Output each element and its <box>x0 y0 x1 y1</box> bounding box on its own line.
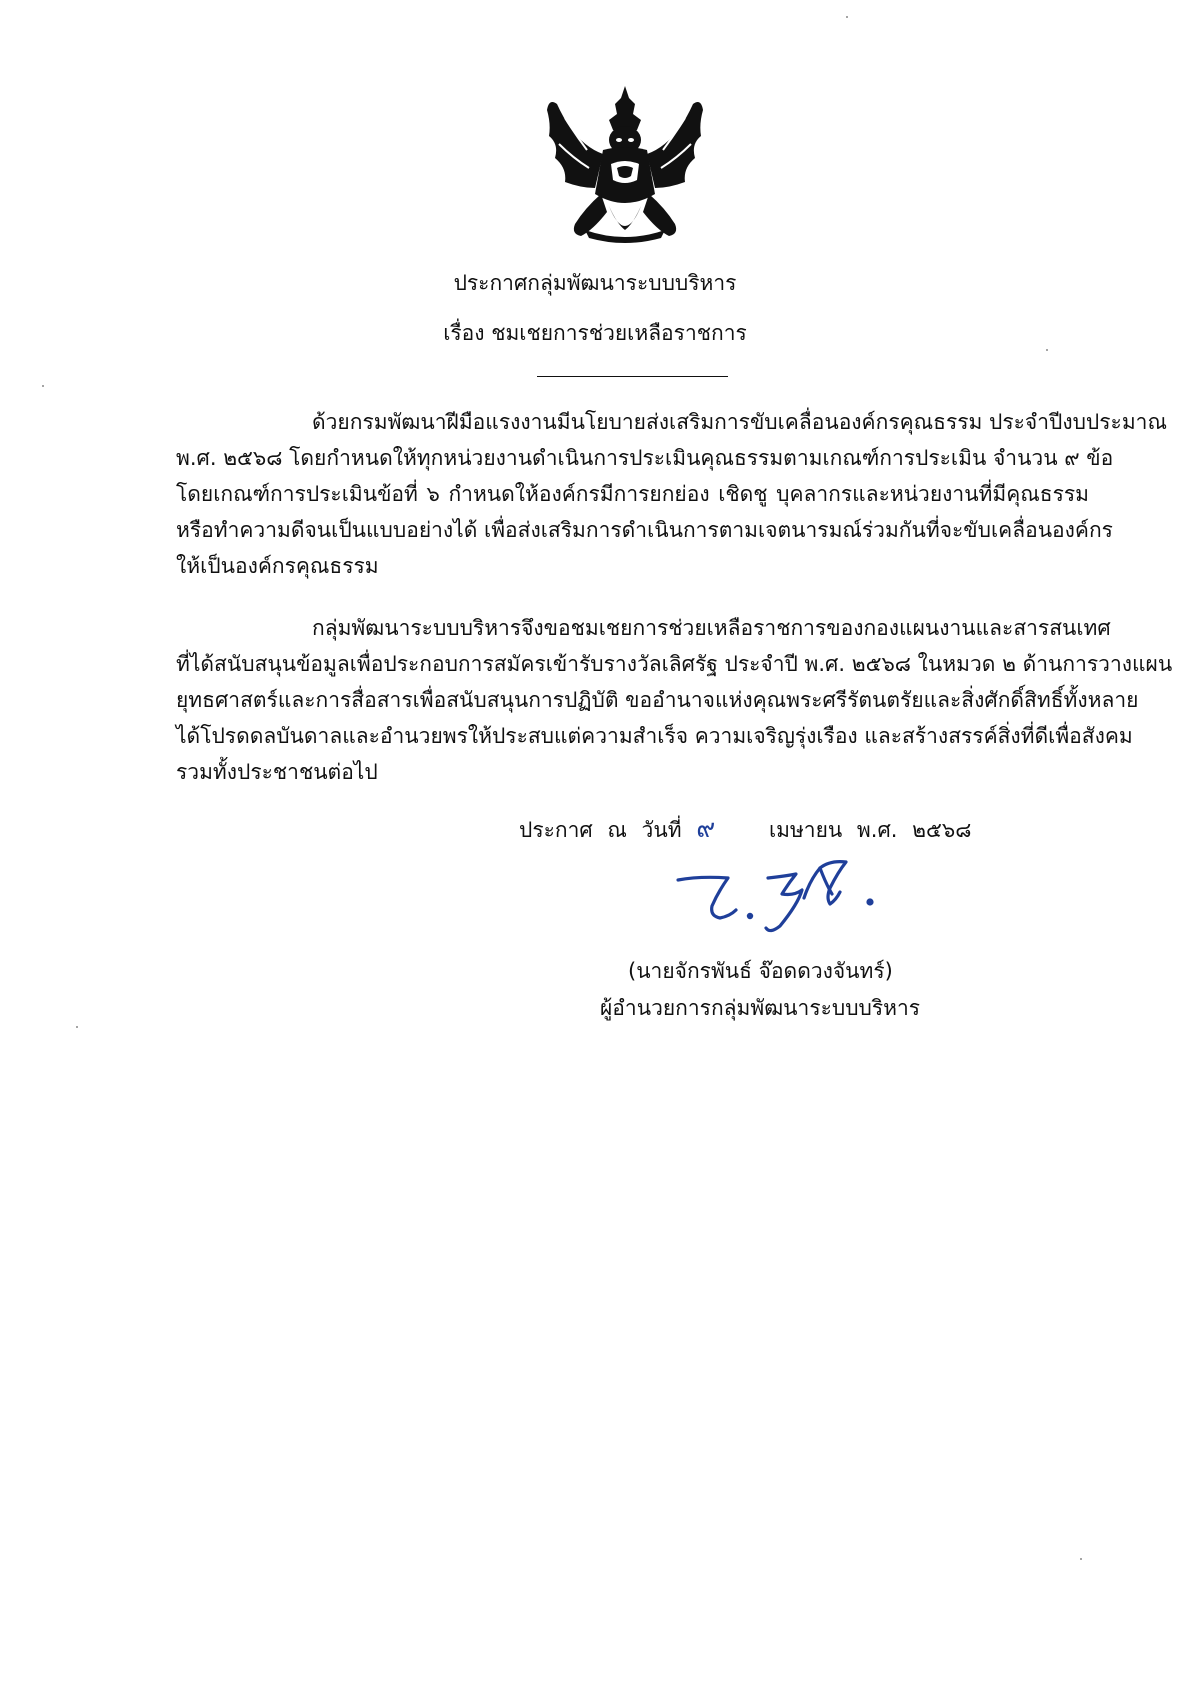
signer-name: (นายจักรพันธ์ จ๊อดดวงจันทร์) <box>628 959 893 983</box>
scan-speck <box>1046 349 1048 351</box>
announcement-title: ประกาศกลุ่มพัฒนาระบบบริหาร <box>453 271 737 295</box>
paragraph-2-line: กลุ่มพัฒนาระบบบริหารจึงขอชมเชยการช่วยเหลือราชการของกองแผนงานและสารสนเทศ <box>312 616 1111 640</box>
title-divider <box>537 376 728 377</box>
paragraph-1-line: ให้เป็นองค์กรคุณธรรม <box>176 554 379 578</box>
paragraph-2-line: รวมทั้งประชาชนต่อไป <box>176 760 378 784</box>
paragraph-1-line: โดยเกณฑ์การประเมินข้อที่ ๖ กำหนดให้องค์กรมีการยกย่อง เชิดชู บุคลากรและหน่วยงานที่มีคุณธรรม <box>176 482 1089 506</box>
paragraph-1-line: ด้วยกรมพัฒนาฝีมือแรงงานมีนโยบายส่งเสริมการขับเคลื่อนองค์กรคุณธรรม ประจำปีงบประมาณ <box>312 410 1167 434</box>
garuda-emblem-icon <box>545 84 705 246</box>
paragraph-2 <box>176 610 1173 790</box>
paragraph-1-line: พ.ศ. ๒๕๖๘ โดยกำหนดให้ทุกหน่วยงานดำเนินการประเมินคุณธรรมตามเกณฑ์การประเมิน จำนวน ๙ ข้อ <box>176 446 1114 470</box>
scan-speck <box>42 385 44 387</box>
scan-speck <box>846 16 848 18</box>
handwritten-signature <box>670 858 900 938</box>
signer-title: ผู้อำนวยการกลุ่มพัฒนาระบบบริหาร <box>600 996 921 1020</box>
paragraph-1 <box>176 404 1167 584</box>
paragraph-2-line: ได้โปรดดลบันดาลและอำนวยพรให้ประสบแต่ความสำเร็จ ความเจริญรุ่งเรือง และสร้างสรรค์สิ่งที่ดีเพื่อสังคม <box>176 724 1133 748</box>
paragraph-1-line: หรือทำความดีจนเป็นแบบอย่างได้ เพื่อส่งเสริมการดำเนินการตามเจตนารมณ์ร่วมกันที่จะขับเคลื่อนองค์กร <box>176 518 1113 542</box>
scan-speck <box>1080 1558 1082 1560</box>
date-suffix: เมษายน พ.ศ. ๒๕๖๘ <box>768 818 972 842</box>
date-prefix: ประกาศ ณ วันที่ <box>519 818 682 842</box>
date-day <box>696 814 754 845</box>
announcement-subject: เรื่อง ชมเชยการช่วยเหลือราชการ <box>443 321 747 345</box>
paragraph-2-line: ยุทธศาสตร์และการสื่อสารเพื่อสนับสนุนการปฏิบัติ ขออำนาจแห่งคุณพระศรีรัตนตรัยและสิ่งศักดิ์สิทธิ์ทั้งหลาย <box>176 688 1139 712</box>
scan-speck <box>76 1026 78 1028</box>
announcement-date <box>519 814 971 845</box>
paragraph-2-line: ที่ได้สนับสนุนข้อมูลเพื่อประกอบการสมัครเข้ารับรางวัลเลิศรัฐ ประจำปี พ.ศ. ๒๕๖๘ ในหมวด ๒ ด้านการวางแผน <box>176 652 1173 676</box>
date-day-handwritten: ๙ <box>696 814 716 844</box>
